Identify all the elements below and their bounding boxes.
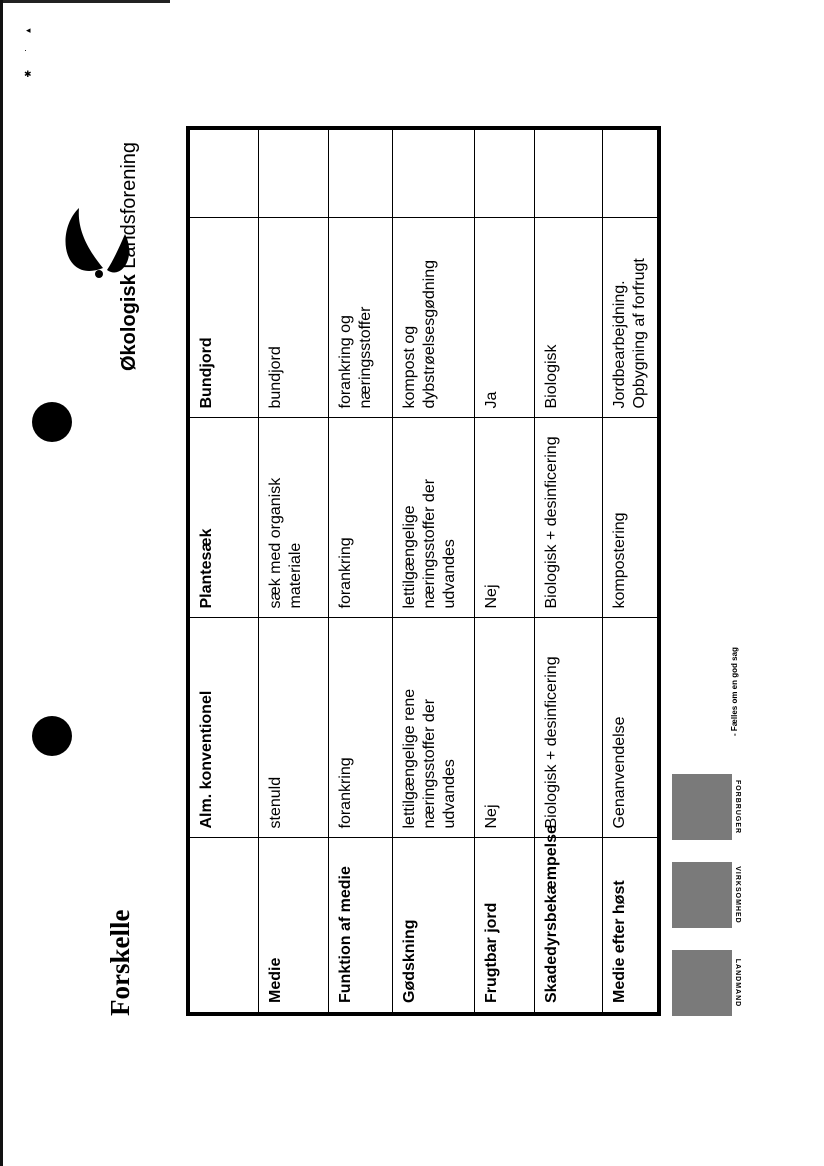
table-cell: Nej: [474, 618, 534, 838]
table-cell: lettilgængelige rene næringsstoffer der udvandes: [392, 618, 474, 838]
scan-speck: ◂: [26, 25, 31, 35]
table-cell: kompostering: [602, 418, 659, 618]
logo-name-rest: Landsforening: [118, 141, 140, 275]
table-cell: Genanvendelse: [602, 618, 659, 838]
table-header: Alm. konventionel: [188, 618, 258, 838]
row-label: Medie: [258, 838, 328, 1014]
table-cell-empty: [474, 128, 534, 218]
table-cell: Ja: [474, 218, 534, 418]
table-cell-empty: [258, 128, 328, 218]
table-row: [258, 128, 328, 1014]
row-label: Skadedyrsbekæmpelse: [534, 838, 602, 1014]
table-row: [392, 128, 474, 1014]
table-cell: Biologisk: [534, 218, 602, 418]
row-label: Frugtbar jord: [474, 838, 534, 1014]
table-cell: Biologisk + desinficering: [534, 418, 602, 618]
table-cell-empty: [602, 128, 659, 218]
banner-label: LANDMAND: [734, 958, 741, 1008]
page-title: Forskelle: [105, 909, 135, 1016]
consumer-photo: [672, 774, 732, 840]
partner-banner: [672, 756, 742, 1016]
business-photo: [672, 862, 732, 928]
table-cell: Biologisk + desinficering: [534, 618, 602, 838]
comparison-table: [186, 126, 661, 1016]
table-cell: forankring: [328, 418, 392, 618]
table-cell: stenuld: [258, 618, 328, 838]
table-row: [328, 128, 392, 1014]
table-row: [602, 128, 659, 1014]
table-cell: Nej: [474, 418, 534, 618]
row-label: Gødskning: [392, 838, 474, 1014]
banner-label: FORBRUGER: [734, 779, 741, 835]
logo-text: [118, 142, 141, 371]
table-cell-empty: [392, 128, 474, 218]
table-cell: lettilgængelige næringsstoffer der udvandes: [392, 418, 474, 618]
banner-label: VIRKSOMHED: [734, 866, 741, 924]
logo-name-bold: Økologisk: [118, 274, 140, 371]
table-row: [474, 128, 534, 1014]
row-label: Funktion af medie: [328, 838, 392, 1014]
table-cell-empty: [328, 128, 392, 218]
table-header-row: [188, 128, 258, 1014]
banner-tagline: - Fælles om en god sag: [730, 647, 739, 736]
scan-speck: ·: [24, 45, 27, 55]
table-cell: Jordbearbejdning. Opbygning af forfrugt: [602, 218, 659, 418]
table-header: Plantesæk: [188, 418, 258, 618]
table-header: Bundjord: [188, 218, 258, 418]
table-cell: kompost og dybstrøelsesgødning: [392, 218, 474, 418]
table-cell-empty: [534, 128, 602, 218]
row-label: Medie efter høst: [602, 838, 659, 1014]
scan-speck: ✱: [24, 69, 32, 79]
table-header-empty: [188, 128, 258, 218]
table-cell: forankring og næringsstoffer: [328, 218, 392, 418]
table-cell: forankring: [328, 618, 392, 838]
table-row: [534, 128, 602, 1014]
table-cell: bundjord: [258, 218, 328, 418]
table-header: [188, 838, 258, 1014]
farmer-photo: [672, 950, 732, 1016]
table-cell: sæk med organisk materiale: [258, 418, 328, 618]
